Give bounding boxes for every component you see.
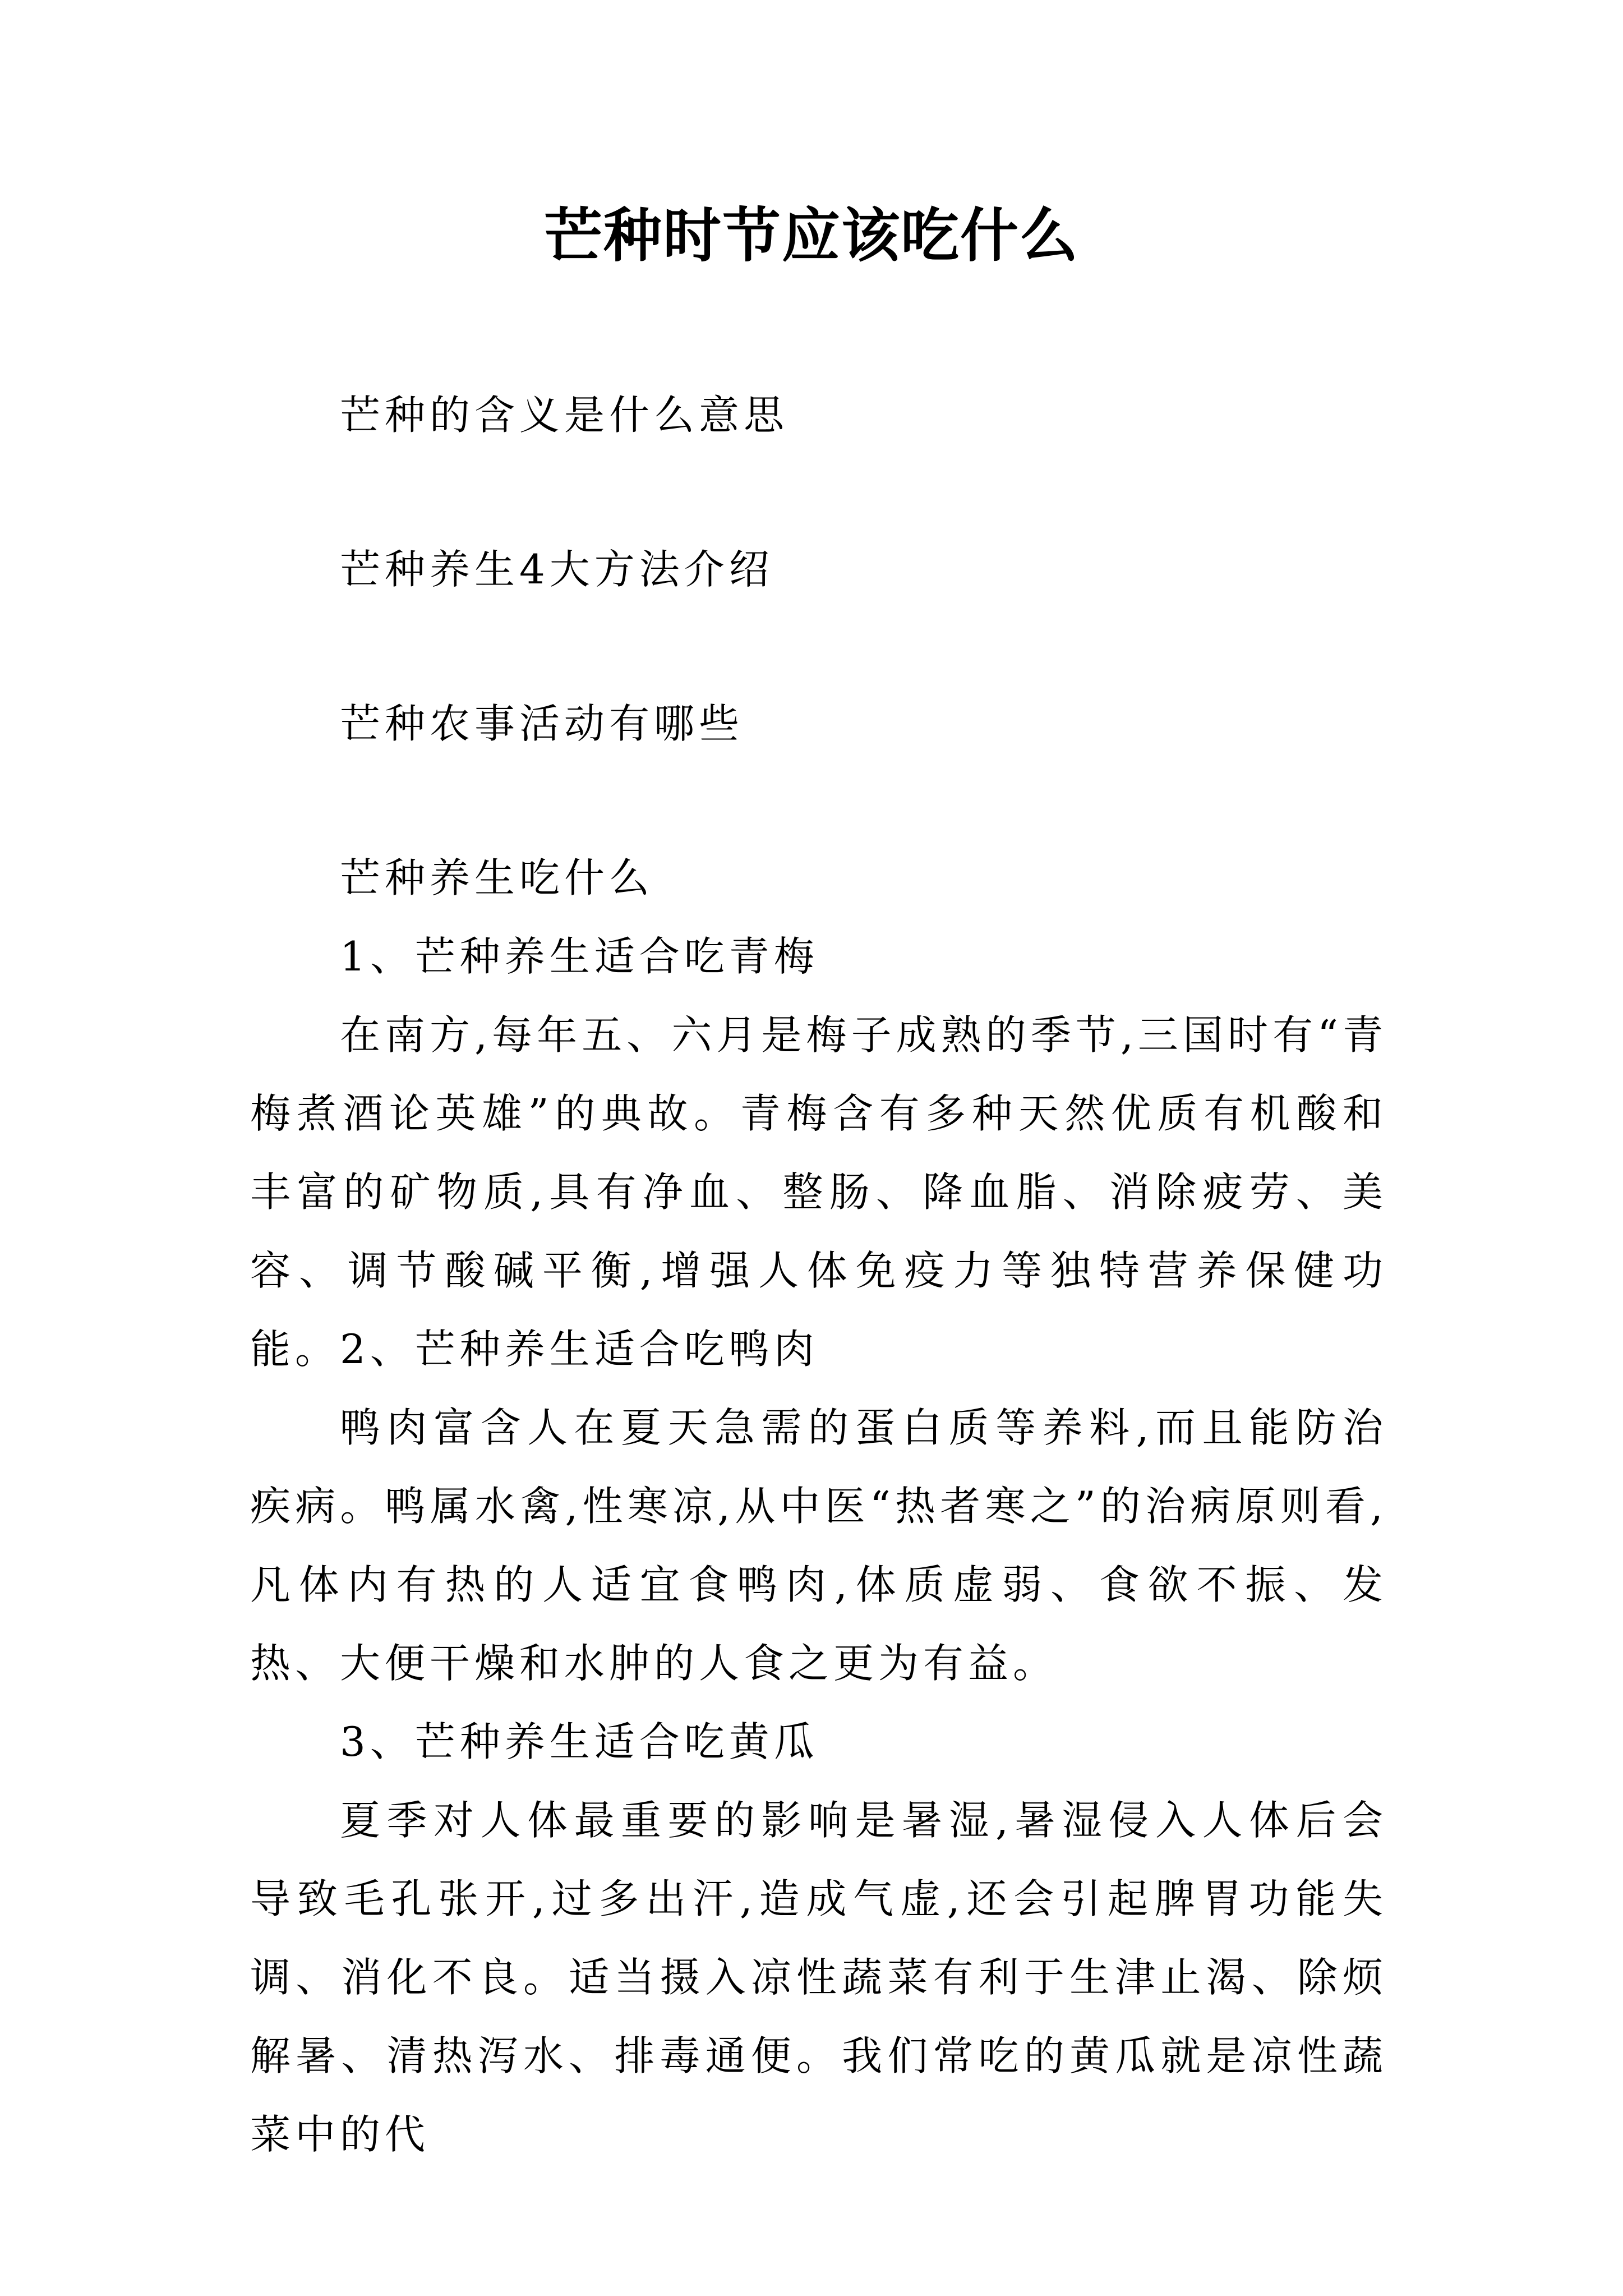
section-heading: 3、芒种养生适合吃黄瓜 xyxy=(340,1718,819,1765)
section-paragraph: 鸭肉富含人在夏天急需的蛋白质等养料,而且能防治疾病。鸭属水禽,性寒凉,从中医“热者寒之”的治病原则看,凡体内有热的人适宜食鸭肉,体质虚弱、食欲不振、发热、大便干燥和水肿的人食之更为有益。 xyxy=(250,1404,1387,1687)
section-paragraph: 夏季对人体最重要的影响是暑湿,暑湿侵入人体后会导致毛孔张开,过多出汗,造成气虚,还会引起脾胃功能失调、消化不良。适当摄入凉性蔬菜有利于生津止渴、除烦解暑、清热泻水、排毒通便。我们常吃的黄瓜就是凉性蔬菜中的代 xyxy=(250,1797,1387,2158)
section-duck xyxy=(250,1310,1387,1703)
section-cucumber xyxy=(250,1703,1387,2174)
toc-item-what-to-eat: 芒种养生吃什么 xyxy=(340,854,654,901)
section-heading: 1、芒种养生适合吃青梅 xyxy=(340,933,819,980)
section-paragraph: 在南方,每年五、六月是梅子成熟的季节,三国时有“青梅煮酒论英雄”的典故。青梅含有多种天然优质有机酸和丰富的矿物质,具有净血、整肠、降血脂、消除疲劳、美容、调节酸碱平衡,增强人体免疫力等独特营养保健功能。 xyxy=(250,1011,1387,1373)
document-title: 芒种时节应该吃什么 xyxy=(543,201,1079,270)
toc-item-meaning: 芒种的含义是什么意思 xyxy=(340,392,789,439)
toc-item-farm-activities: 芒种农事活动有哪些 xyxy=(340,700,744,747)
toc-item-health-methods: 芒种养生4大方法介绍 xyxy=(340,546,774,593)
section-heading: 2、芒种养生适合吃鸭肉 xyxy=(340,1326,819,1373)
